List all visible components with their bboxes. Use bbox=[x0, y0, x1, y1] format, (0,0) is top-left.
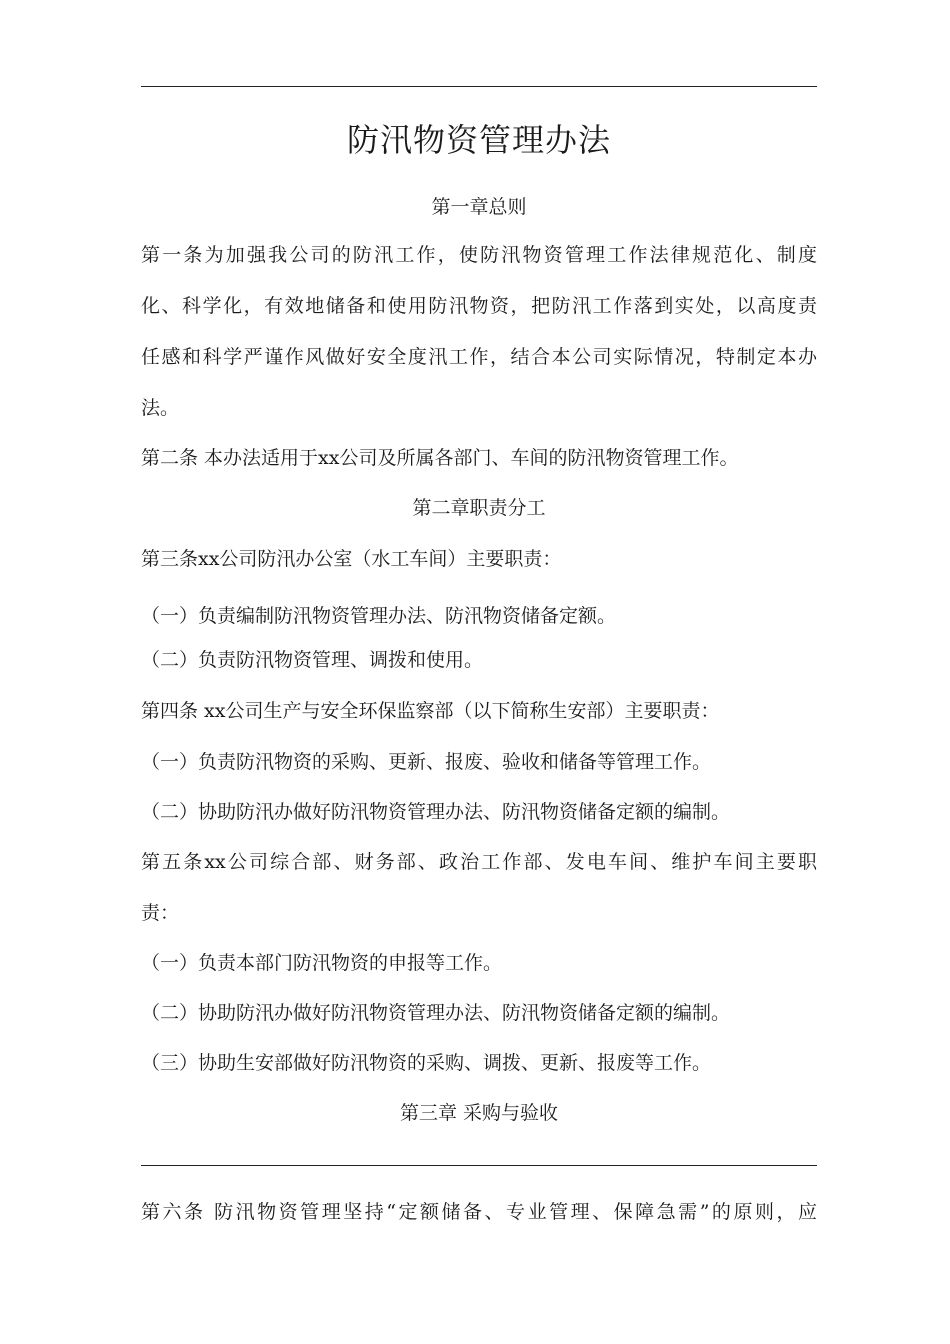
article-6-line-1: 第六条 防汛物资管理坚持“定额储备、专业管理、保障急需”的原则，应 bbox=[141, 1201, 817, 1223]
article-5-line-1: 第五条xx公司综合部、财务部、政治工作部、发电车间、维护车间主要职 bbox=[141, 851, 817, 873]
chapter-2-heading: 第二章职责分工 bbox=[412, 497, 546, 519]
article-5-item-1: （一）负责本部门防汛物资的申报等工作。 bbox=[141, 952, 503, 974]
article-5-line-2: 责： bbox=[141, 902, 180, 924]
article-4-item-1: （一）负责防汛物资的采购、更新、报废、验收和储备等管理工作。 bbox=[141, 751, 712, 773]
article-3: 第三条xx公司防汛办公室（水工车间）主要职责： bbox=[141, 548, 562, 570]
article-3-item-1: （一）负责编制防汛物资管理办法、防汛物资储备定额。 bbox=[141, 605, 617, 627]
article-1-line-4: 法。 bbox=[141, 397, 180, 419]
document-title: 防汛物资管理办法 bbox=[346, 121, 611, 159]
article-5-item-3: （三）协助生安部做好防汛物资的采购、调拨、更新、报废等工作。 bbox=[141, 1052, 712, 1074]
top-rule bbox=[141, 86, 817, 87]
article-5-item-2: （二）协助防汛办做好防汛物资管理办法、防汛物资储备定额的编制。 bbox=[141, 1002, 731, 1024]
article-1-line-1: 第一条为加强我公司的防汛工作，使防汛物资管理工作法律规范化、制度 bbox=[141, 244, 817, 266]
article-1-line-3: 任感和科学严谨作风做好安全度汛工作，结合本公司实际情况，特制定本办 bbox=[141, 346, 817, 368]
article-3-item-2: （二）负责防汛物资管理、调拨和使用。 bbox=[141, 649, 484, 671]
article-4: 第四条 xx公司生产与安全环保监察部（以下简称生安部）主要职责： bbox=[141, 700, 720, 722]
page-break-rule bbox=[141, 1165, 817, 1166]
article-4-item-2: （二）协助防汛办做好防汛物资管理办法、防汛物资储备定额的编制。 bbox=[141, 801, 731, 823]
article-1-line-2: 化、科学化，有效地储备和使用防汛物资，把防汛工作落到实处，以高度责 bbox=[141, 295, 817, 317]
chapter-1-heading: 第一章总则 bbox=[431, 196, 527, 218]
chapter-3-heading: 第三章 采购与验收 bbox=[399, 1102, 559, 1124]
article-2: 第二条 本办法适用于xx公司及所属各部门、车间的防汛物资管理工作。 bbox=[141, 447, 739, 469]
